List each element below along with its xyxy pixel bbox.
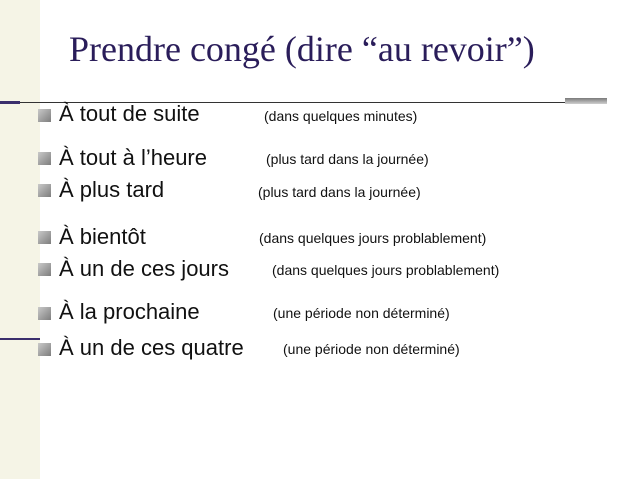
list-item [0, 144, 638, 174]
square-bullet-icon [38, 307, 51, 320]
list-item [0, 255, 638, 285]
square-bullet-icon [38, 184, 51, 197]
expression-text: À la prochaine [59, 299, 200, 324]
meaning-text: (une période non déterminé) [273, 305, 450, 321]
square-bullet-icon [38, 231, 51, 244]
expression-text: À tout de suite [59, 101, 200, 126]
list-item [0, 223, 638, 253]
list-item [0, 97, 638, 127]
expression-text: À tout à l’heure [59, 145, 207, 170]
slide-title: Prendre congé (dire “au revoir”) [69, 29, 535, 69]
meaning-text: (dans quelques jours problablement) [259, 230, 487, 246]
expression-text: À bientôt [59, 224, 146, 249]
meaning-text: (plus tard dans la journée) [258, 184, 421, 200]
square-bullet-icon [38, 152, 51, 165]
square-bullet-icon [38, 109, 51, 122]
expression-text: À un de ces quatre [59, 335, 244, 360]
meaning-text: (dans quelques minutes) [264, 108, 418, 124]
list-item [0, 333, 638, 363]
meaning-text: (dans quelques jours problablement) [272, 262, 500, 278]
square-bullet-icon [38, 263, 51, 276]
list-item [0, 297, 638, 327]
meaning-text: (plus tard dans la journée) [266, 151, 429, 167]
list-item [0, 176, 638, 206]
expression-text: À un de ces jours [59, 256, 229, 281]
meaning-text: (une période non déterminé) [283, 341, 460, 357]
expression-text: À plus tard [59, 177, 165, 202]
square-bullet-icon [38, 343, 51, 356]
